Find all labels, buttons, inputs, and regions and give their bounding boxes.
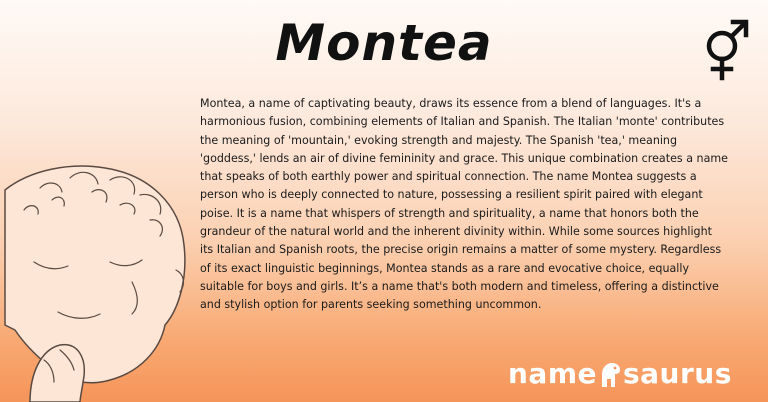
name-description: Montea, a name of captivating beauty, draws its essence from a blend of languages. It's a harmonious fusion, combining elements of Italian and Spanish. The Italian 'monte' contributes the meaning of 'mountain,' evoking strength and majesty. The Spanish 'tea,' meaning 'goddess,' lends an air of divine femininity and grace. This unique combination creates a name that speaks of both earthly power and spiritual connection. The name Montea suggests a person who is deeply connected to nature, possessing a resilient spirit paired with elegant poise. It is a name that whispers of strength and spirituality, a name that honors both the grandeur of the natural world and the inherent divinity within. While some sources highlight its Italian and Spanish roots, the precise origin remains a matter of some mystery. Regardless of its exact linguistic beginnings, Montea stands as a rare and evocative choice, equally suitable for boys and girls. It’s a name that's both modern and timeless, offering a distinctive and stylish option for parents seeking something uncommon. [200,97,728,312]
logo-text-name: name [508,356,597,390]
namesaurus-logo[interactable] [508,356,732,390]
baby-illustration [0,150,205,402]
page-title: Montea [275,14,493,72]
logo-text-saurus: saurus [623,356,732,390]
male-female-symbol-icon [700,14,754,82]
dinosaur-icon [598,361,622,387]
